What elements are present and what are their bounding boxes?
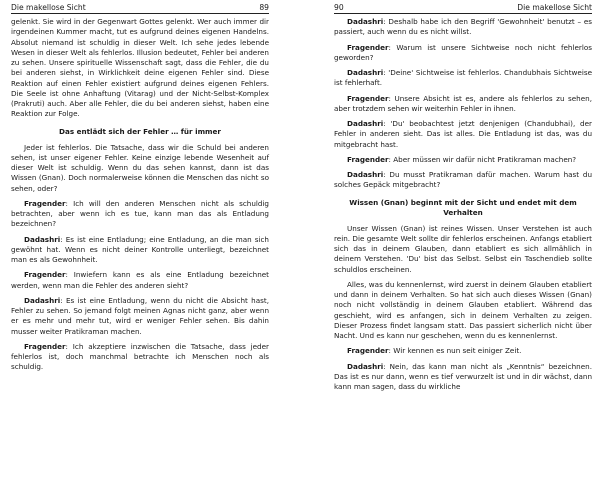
left-page-number: 89 xyxy=(259,3,269,12)
left-page-text xyxy=(11,17,269,373)
speaker-name: Dadashri xyxy=(347,68,384,77)
left-page xyxy=(11,0,269,378)
dialogue-text: : Es ist eine Entladung; eine Entladung, an die man sich gewöhnt hat. Wenn es nicht deiner Kontrolle unterliegt, bezeichnet man es als Gewohnheit. xyxy=(11,234,269,264)
dialogue-text: : 'Du' beobachtest jetzt denjenigen (Chandubhai), der Fehler in anderen sieht. Das ist alles. Die Entladung ist das, was du mitgebracht hast. xyxy=(334,119,592,149)
dialogue-text: : Aber müssen wir dafür nicht Pratikraman machen? xyxy=(388,154,577,164)
dialogue-text: : Ich will den anderen Menschen nicht als schuldig betrachten, aber wenn ich es tue, kann man das als Entladung bezeichnen? xyxy=(11,198,269,229)
speaker-name: Fragender xyxy=(24,198,66,208)
dialogue-item xyxy=(334,346,592,356)
speaker-name: Dadashri xyxy=(347,361,384,371)
left-page-header xyxy=(11,0,269,14)
right-header-title: Die makellose Sicht xyxy=(517,3,592,12)
body-paragraph: Alles, was du kennenlernst, wird zuerst in deinem Glauben etabliert und dann in deinem Verhalten. So hat sich auch dieses Wissen (Gnan) noch nicht vollständig in deinem Glauben etabliert. Während das geschieht, wird es anfangen, sich in deinem Verhalten zu zeigen. Dieser Prozess findet langsam statt. Das passiert sicherlich nicht über Nacht. Und es kann nur geschehen, wenn du es kennenlernst. xyxy=(334,279,592,340)
dialogue-item xyxy=(334,155,592,165)
section-heading: Wissen (Gnan) beginnt mit der Sicht und endet mit dem Verhalten xyxy=(349,197,577,217)
right-page xyxy=(334,0,592,397)
dialogue-text: : Es ist eine Entladung, wenn du nicht die Absicht hast, Fehler zu sehen. So jemand folgt meinen Agnas nicht ganz, aber wenn er es mehr und mehr tut, wird er weniger Fehler sehen. Bis dahin musser weiter Pratikraman machen. xyxy=(11,295,269,336)
speaker-name: Fragender xyxy=(24,341,66,351)
speaker-name: Dadashri xyxy=(347,119,384,128)
body-paragraph: Jeder ist fehlerlos. Die Tatsache, dass wir die Schuld bei anderen sehen, ist unser eigener Fehler. Keine einzige lebende Wesenheit auf dieser Welt ist schuldig. Wenn du das sehen kannst, dann ist das Wissen (Gnan). Doch normalerweise können die Menschen das nicht so sehen, oder? xyxy=(11,142,269,193)
dialogue-item xyxy=(334,94,592,115)
dialogue-text: : Deshalb habe ich den Begriff 'Gewohnheit' benutzt – es passiert, auch wenn du es nicht willst. xyxy=(334,17,592,37)
speaker-name: Fragender xyxy=(347,42,389,52)
dialogue-item xyxy=(11,342,269,373)
dialogue-text: : Warum ist unsere Sichtweise noch nicht fehlerlos geworden? xyxy=(334,42,592,62)
dialogue-item xyxy=(334,17,592,38)
speaker-name: Fragender xyxy=(347,154,389,164)
dialogue-item xyxy=(334,68,592,89)
dialogue-item xyxy=(334,119,592,150)
dialogue-text: : Nein, das kann man nicht als „Kenntnis“ bezeichnen. Das ist es nur dann, wenn es tief verwurzelt ist und in dir wächst, dann kann man sagen, dass du wirkliche xyxy=(334,361,592,391)
dialogue-item xyxy=(11,270,269,291)
right-page-text xyxy=(334,17,592,392)
speaker-name: Fragender xyxy=(347,93,389,103)
dialogue-text: : Wir kennen es nun seit einiger Zeit. xyxy=(388,346,522,356)
speaker-name: Dadashri xyxy=(24,295,61,305)
speaker-name: Fragender xyxy=(24,270,66,280)
speaker-name: Dadashri xyxy=(347,170,384,179)
dialogue-text: : Unsere Absicht ist es, andere als fehlerlos zu sehen, aber trotzdem sehen wir weiterhin Fehler in ihnen. xyxy=(334,93,592,113)
dialogue-text: : Inwiefern kann es als eine Entladung bezeichnet werden, wenn man die Fehler des anderen sieht? xyxy=(11,270,269,290)
dialogue-item xyxy=(334,170,592,191)
dialogue-item xyxy=(334,362,592,393)
intro-paragraph: gelenkt. Sie wird in der Gegenwart Gottes gelenkt. Wer auch immer dir irgendeinen Kummer macht, tut es aufgrund deines eigenen Handelns. Absolut niemand ist schuldig in dieser Welt. Ich sehe jedes lebende Wesen in dieser Welt als fehlerlos. Illusion bedeutet, Fehler bei anderen zu sehen. Unsere spirituelle Wissenschaft sagt, dass die Fehler, die du bei anderen siehst, in Wirklichkeit deine eigenen Fehler sind. Diese Reaktion auf einen Fehler existiert aufgrund deines eigenen Fehlers. Die Seele ist ohne Anhaftung (Vitarag) und der Nicht-Selbst-Komplex (Prakruti) auch. Aber alle Fehler, die du bei anderen siehst, haben eine Reaktion zur Folge. xyxy=(11,17,269,119)
dialogue-item xyxy=(11,235,269,266)
dialogue-text: : Du musst Pratikraman dafür machen. Warum hast du solches Gepäck mitgebracht? xyxy=(334,170,592,190)
dialogue-item xyxy=(11,296,269,337)
speaker-name: Fragender xyxy=(347,346,389,356)
dialogue-item xyxy=(11,199,269,230)
right-page-header xyxy=(334,0,592,14)
speaker-name: Dadashri xyxy=(24,234,61,244)
dialogue-item xyxy=(334,43,592,64)
left-header-title: Die makellose Sicht xyxy=(11,3,86,12)
body-paragraph: Unser Wissen (Gnan) ist reines Wissen. Unser Verstehen ist auch rein. Die gesamte Welt sollte dir fehlerlos erscheinen. Anfangs etabliert sich das in deinem Glauben, dann etabliert es sich allmählich in deinem Verstehen. 'Du' bist das Selbst. Selbst ein Taschendieb sollte schuldlos erscheinen. xyxy=(334,223,592,274)
right-page-number: 90 xyxy=(334,3,344,12)
dialogue-text: : Ich akzeptiere inzwischen die Tatsache, dass jeder fehlerlos ist, doch manchmal betrachte ich Menschen noch als schuldig. xyxy=(11,341,269,372)
dialogue-text: : 'Deine' Sichtweise ist fehlerlos. Chandubhais Sichtweise ist fehlerhaft. xyxy=(334,68,592,88)
section-heading: Das entlädt sich der Fehler … für immer xyxy=(59,126,221,136)
speaker-name: Dadashri xyxy=(347,17,384,26)
